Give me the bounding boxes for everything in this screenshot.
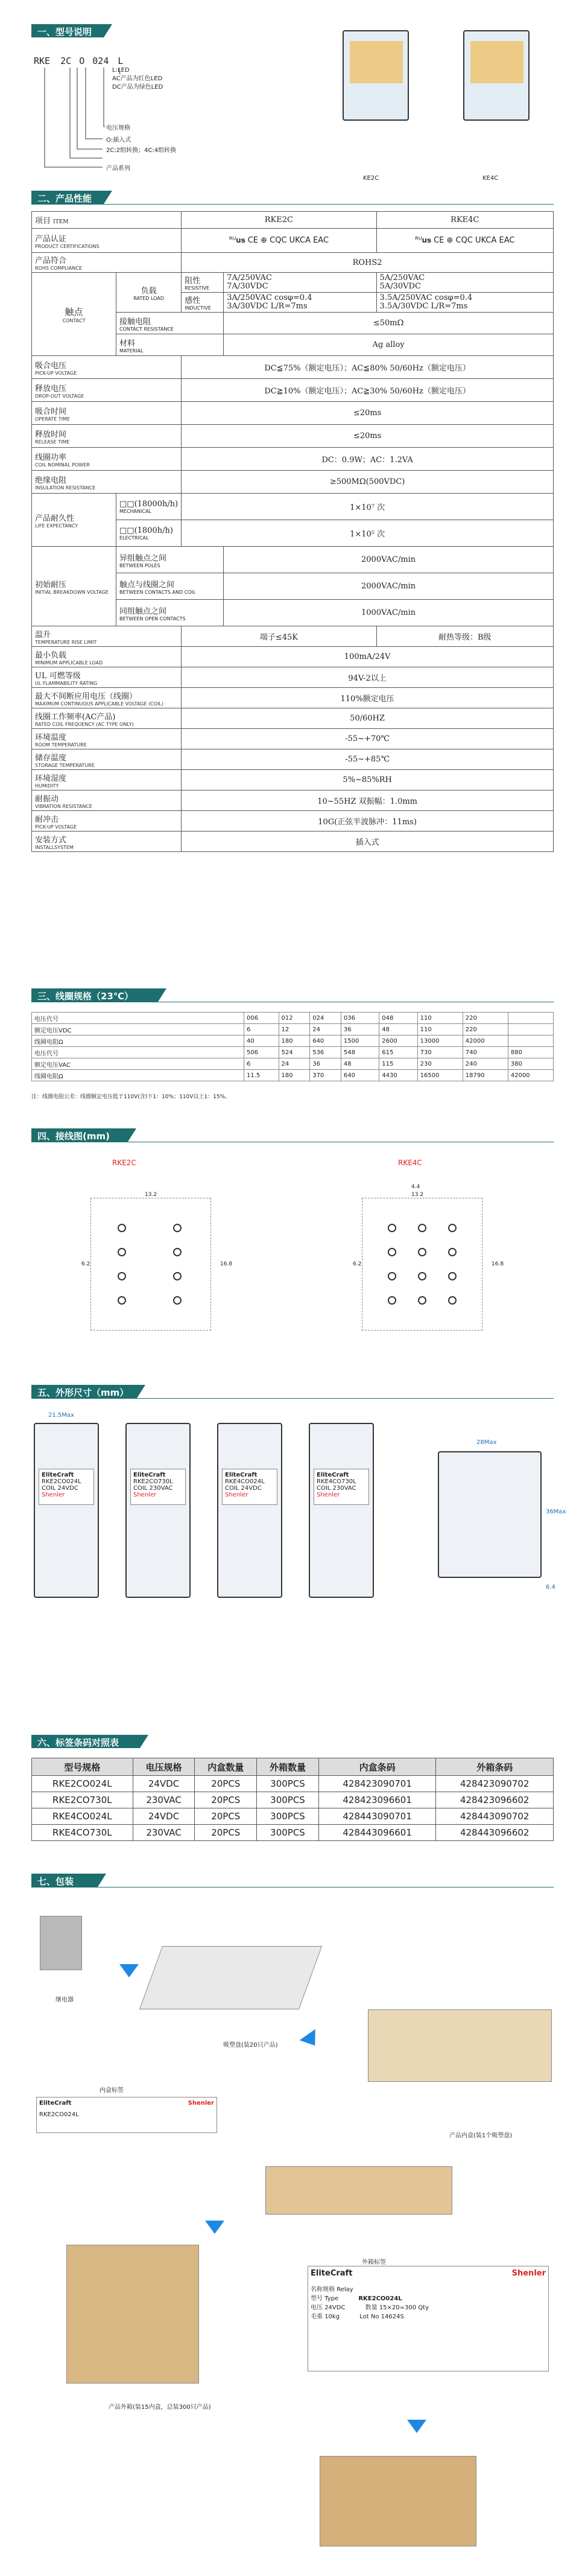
dim-4c-height: 16.8 [492,1261,504,1267]
pack-label-inner-tag: 内盒标签 [100,2087,124,2094]
code-legend-led: L:LED AC产品为红色LED DC产品为绿色LED [112,67,163,91]
dim-pin: 6.4 [546,1584,555,1591]
inner-box-open [368,2009,552,2082]
relay-front-3: EliteCraft RKE4CO024L COIL 24VDC Shenler [217,1423,282,1598]
hdr-rke4c: RKE4C [376,212,553,229]
hdr-rke2c: RKE2C [182,212,376,229]
pack-label-outer-tag: 外箱标签 [362,2259,386,2266]
arrow-down-icon [300,2029,323,2051]
blister-tray [139,1946,322,2009]
section-3-header: 三、线圈规格（23℃） [31,988,158,1002]
dim-height: 36Max [546,1509,566,1515]
code-legend-voltage: 电压规格 [106,125,130,132]
relay-photo-2c [343,30,409,121]
cert-marks-2c: ᴿᵁ𝐮𝐬 CE ⊕ CQC UKCA EAC [182,229,376,253]
relay-front-2: EliteCraft RKE2CO730L COIL 230VAC Shenler [125,1423,191,1598]
dim-2c-pitch: 6.2 [81,1261,90,1267]
dim-length: 28Max [476,1439,497,1446]
barcode-table: 型号规格 电压规格 内盒数量 外箱数量 内盒条码 外箱条码 RKE2CO024L 24VDC 20PCS 300PCS 428423090701 428423090702 RKE2CO730L 230VAC 20PCS 300PCS 428423096601 428423096602 RKE4CO024L 24VDC 20PCS 300PCS 428443090701 428443090702 RKE4CO730L 230VAC 20PCS 300PCS 428443096601 428443096602 [31,1758,554,1841]
arrow-down-icon [407,2420,426,2433]
section-5-header: 五、外形尺寸（mm） [31,1385,137,1398]
relay-front-4: EliteCraft RKE4CO730L COIL 230VAC Shenler [309,1423,374,1598]
performance-table: 项目 ITEM RKE2C RKE4C 产品认证 PRODUCT CERTIFICATIONS ᴿᵁ𝐮𝐬 CE ⊕ CQC UKCA EAC ᴿᵁ𝐮𝐬 CE ⊕ CQC UKCA EAC 产品符合 ROHS COMPLIANCE ROHS2 触点 CONTACT 负载 RATED LOAD 阻性 RESISTIVE 7A/250VAC 7A/30VDC 5A/250VAC 5A/30VDC 感性 INDUCTIVE 3A/250VAC cosφ=0.4 3A/30VDC L/R=7ms 3.5A/250VAC cosφ=0.4 3.5A/30VDC L/R=7ms 接触电阻 CONTACT RESISTANCE ≤50mΩ 材料 MATERIAL Ag alloy 吸合电压 PICK-UP VOLTAGE DC≦75%（额定电压）；AC≦80% 50/60Hz（额定电压） 释放电压 DROP-OUT VOLTAGE DC≧10%（额定电压）；AC≧30% 50/60Hz（额定电压） 吸合时间 OPERATE TIME ≤20ms 释放时间 RELEASE TIME ≤20ms 线圈功率 COIL NOMINAL POWER DC：0.9W；AC：1.2VA 绝缘电阻 INSULATION RESISTANCE ≥500MΩ(500VDC) 产品耐久性 LIFE EXPECTANCY □□(18000h/h) MECHANICAL 1×10⁷ 次 □□(1800h/h) ELECTRICAL 1×10⁵ 次 初始耐压 INITIAL BREAKDOWN VOLTAGE 异组触点之间 BETWEEN POLES 2000VAC/min 触点与线圈之间 BETWEEN CONTACTS AND COIL 2000VAC/min 同组触点之间 BETWEEN OPEN CONTACTS 1000VAC/min 温升 TEMPERATURE RISE LIMIT 端子≤45K 耐热等级：B级 最小负载 MINIMUM APPLICABLE LOAD 100mA/24V UL 可燃等级 UL FLAMMABILITY RATING 94V-2以上 最大不间断应用电压（线圈） MAXIMUM CONTINUOUS APPLICABLE VOLTAGE (COIL) 110%额定电压 线圈工作频率(AC产品) RATED COIL FREQUENCY (AC TYPE ONLY) 50/60HZ 环境温度 ROOM TEMPERATURE -55~+70℃ 储存温度 STORAGE TEMPERATURE -55~+85℃ 环境湿度 HUMIDITY 5%~85%RH 耐振动 VIBRATION RESISTANCE 10~55HZ 双振幅：1.0mm 耐冲击 PICK-UP VOLTAGE 10G(正弦半波脉冲：11ms) 安装方式 INSTALLSYSTEM 插入式 [31,211,554,852]
dim-2c-width: 13.2 [145,1192,157,1198]
relay-front-1: EliteCraft RKE2CO024L COIL 24VDC Shenler [34,1423,99,1598]
wiring-diagram-4c [362,1198,482,1331]
pack-label-relay: 继电器 [55,1997,74,2003]
code-legend-series: 产品系列 [106,165,130,172]
dim-width: 21.5Max [48,1412,74,1419]
outer-carton-open [66,2245,199,2384]
cert-marks-4c: ᴿᵁ𝐮𝐬 CE ⊕ CQC UKCA EAC [376,229,553,253]
arrow-down-icon [205,2221,224,2234]
coil-table: 电压代号 006 012 024 036 048 110 220 额定电压VDC 6 12 24 36 48 110 220 线圈电阻Ω 40 180 640 1500 2600 13000 42000 电压代号 506 524 536 548 615 730 740 880 额定电压VAC 6 24 36 48 115 230 240 380 线圈电阻Ω 11.5 180 370 640 4430 16500 18790 42000 [31,1012,554,1081]
section-7-header: 七、包装 [31,1874,98,1887]
coil-note: 注：线圈电阻公差：线圈额定电压低于110V(含)下1：10%；110V以上1：15%。 [31,1094,231,1100]
pack-label-tray: 吸塑盘(装20只产品) [223,2042,278,2049]
inner-box-closed [265,2166,452,2215]
relay-side-view [438,1451,542,1578]
outer-label-card: EliteCraft Shenler 名称规格 Relay 型号 Type RKE2CO024L 电压 24VDC 数量 15×20=300 Qty 毛重 10kg Lot No 14624S [308,2266,549,2371]
section-2-header: 二、产品性能 [31,191,104,204]
arrow-down-icon [119,1964,139,1977]
model-code: RKE 2C O 024 L [34,56,124,66]
section-6-header: 六、标签条码对照表 [31,1735,140,1748]
outer-carton-closed [320,2456,476,2546]
dim-4c-width: 13.2 [411,1192,424,1198]
section-1-header: 一、型号说明 [31,24,104,37]
code-legend-mount: O:插入式 [106,137,131,144]
inner-label-card: EliteCraft Shenler RKE2CO024L [36,2097,217,2133]
code-legend-contacts: 2C:2组转换；4C:4组转换 [106,147,177,154]
relay-photo-4c [463,30,530,121]
pack-label-inner-box: 产品内盒(装1个吸塑盘) [449,2132,513,2139]
wiring-diagram-2c [90,1198,211,1331]
wiring-title-2c: RKE2C [112,1159,136,1167]
dim-2c-height: 16.8 [220,1261,233,1267]
wiring-title-4c: RKE4C [398,1159,422,1167]
dim-4c-pitch: 6.2 [353,1261,362,1267]
photo-label-4c: KE4C [482,175,499,182]
photo-label-2c: KE2C [363,175,379,182]
relay-group-image [40,1916,82,1970]
hdr-item: 项目 ITEM [32,212,182,229]
pack-label-carton: 产品外箱(装15内盒，总装300只产品) [109,2404,211,2411]
dim-4c-pitch-x: 4.4 [411,1184,420,1190]
section-4-header: 四、接线图(mm) [31,1128,128,1142]
